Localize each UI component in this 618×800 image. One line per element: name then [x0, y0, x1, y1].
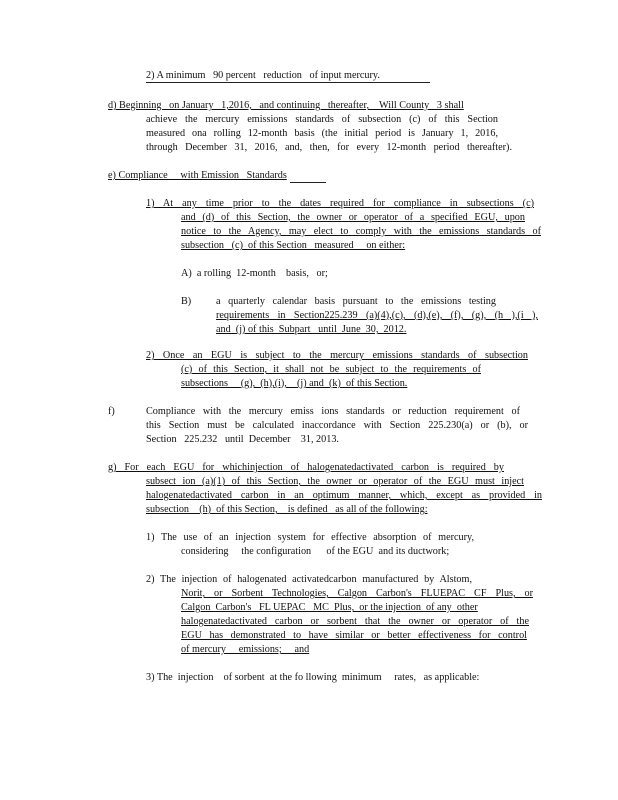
item-e1-line-1: 1) At any time prior to the dates required for compliance in subsections (c): [146, 198, 534, 209]
item-g2-line-4: halogenatedactivated carbon or sorbent that the owner or operator of the: [181, 616, 529, 627]
item-g1-line-1: 1) The use of an injection system for effective absorption of mercury,: [146, 532, 474, 543]
item-g2-line-2: Norit, or Sorbent Technologies, Calgon Carbon's FLUEPAC CF Plus, or: [181, 588, 533, 599]
item-e2-line-2: (c) of this Section, it shall not be subject to the requirements of: [181, 364, 481, 375]
item-g2-line-6: of mercury emissions; and: [181, 644, 310, 655]
item-eB-line-1: a quarterly calendar basis pursuant to the emissions testing: [216, 296, 496, 307]
item-e1-line-4: subsection (c) of this Section measured on either:: [181, 240, 406, 251]
item-eB-line-2: requirements in Section225.239 (a)(4),(c), (d),(e), (f), (g), (h ),(i ),: [216, 310, 538, 321]
item-g2-line-3: Calgon Carbon's FL UEPAC MC Plus, or the injection of any other: [181, 602, 478, 613]
item-g2-line-5: EGU has demonstrated to have similar or better effectiveness for control: [181, 630, 527, 641]
item-e1-line-3: notice to the Agency, may elect to comply with the emissions standards of: [181, 226, 541, 237]
item-g3-line-1: 3) The injection of sorbent at the fo llowing minimum rates, as applicable:: [146, 672, 480, 683]
underline-extension: [290, 182, 326, 183]
paragraph-g-line-3: halogenatedactivated carbon in an optimum manner, which, except as provided in: [146, 490, 542, 501]
underline-extension: [146, 82, 430, 83]
item-eB-line-3: and (j) of this Subpart until June 30, 2012.: [216, 324, 407, 335]
item-g1-line-2: considering the configuration of the EGU and its ductwork;: [181, 546, 450, 557]
item-e2-line-3: subsections (g), (h),(i), (j) and (k) of this Section.: [181, 378, 408, 389]
paragraph-d-line-2: achieve the mercury emissions standards of subsection (c) of this Section: [146, 114, 498, 125]
item-e1-line-2: and (d) of this Section, the owner or operator of a specified EGU, upon: [181, 212, 525, 223]
paragraph-d-label: d) Beginning on January 1,2016, and continuing thereafter, Will County 3 shall: [108, 100, 464, 111]
paragraph-f-label: f): [108, 406, 115, 417]
paragraph-e-heading: e) Compliance with Emission Standards: [108, 170, 287, 181]
paragraph-g-line-4: subsection (h) of this Section, is defined as all of the following:: [146, 504, 428, 515]
paragraph-f-line-2: this Section must be calculated inaccordance with Section 225.230(a) or (b), or: [146, 420, 528, 431]
paragraph-d-line-3: measured ona rolling 12-month basis (the initial period is January 1, 2016,: [146, 128, 498, 139]
item-g2-line-1: 2) The injection of halogenated activatedcarbon manufactured by Alstom,: [146, 574, 472, 585]
item-eA: A) a rolling 12-month basis, or;: [181, 268, 328, 279]
paragraph-g-line-1: g) For each EGU for whichinjection of halogenatedactivated carbon is required by: [108, 462, 504, 473]
item-eB-label: B): [181, 296, 192, 307]
paragraph-d-line-4: through December 31, 2016, and, then, for every 12-month period thereafter).: [146, 142, 512, 153]
item-2-min-90-percent: 2) A minimum 90 percent reduction of input mercury.: [146, 70, 380, 81]
paragraph-f-line-3: Section 225.232 until December 31, 2013.: [146, 434, 339, 445]
paragraph-f-line-1: Compliance with the mercury emiss ions standards or reduction requirement of: [146, 406, 520, 417]
item-e2-line-1: 2) Once an EGU is subject to the mercury emissions standards of subsection: [146, 350, 528, 361]
paragraph-g-line-2: subsect ion (a)(1) of this Section, the owner or operator of the EGU must inject: [146, 476, 524, 487]
